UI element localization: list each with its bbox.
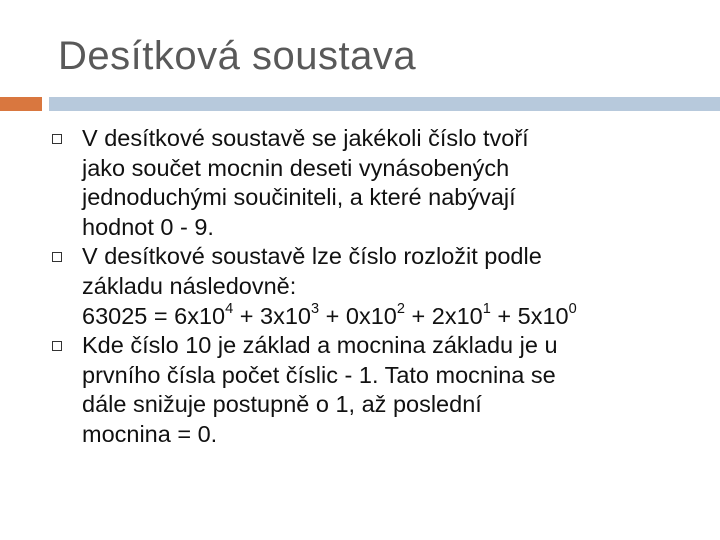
bullet-1-line-1: V desítkové soustavě se jakékoli číslo tvoří — [82, 125, 529, 151]
bullet-2-line-1: V desítkové soustavě lze číslo rozložit podle — [82, 243, 542, 270]
accent-bar-blue — [49, 97, 720, 111]
bullet-3-line-2: prvního čísla počet číslic - 1. Tato mocnina se — [82, 361, 556, 388]
equation-term-3: $0x10^2$ + — [345, 300, 432, 329]
bullet-2-line-2: základu následovně: — [82, 272, 297, 299]
bullet-1-line-4: hodnot 0 - 9. — [82, 213, 214, 240]
equation-term-1: $6x10^4$ + — [174, 300, 261, 329]
bullet-item-1 — [52, 124, 712, 242]
square-bullet-icon — [52, 252, 62, 262]
bullet-1-line-3: jednoduchými součiniteli, a které nabývají — [82, 184, 516, 211]
bullet-list — [52, 124, 712, 450]
equation-lhs: 63025 = — [82, 302, 175, 329]
equation-term-2: $3x10^3$ + — [260, 300, 346, 329]
equation-term-5: $5x10^0$ — [517, 300, 577, 329]
bullet-3-line-1: Kde číslo 10 je základ a mocnina základu je u — [82, 332, 558, 359]
accent-bar-orange — [0, 97, 42, 111]
square-bullet-icon — [52, 134, 62, 144]
square-bullet-icon — [52, 341, 62, 351]
bullet-1-line-2: jako součet mocnin deseti vynásobených — [82, 154, 510, 181]
slide-title: Desítková soustava — [58, 34, 417, 78]
decomposition-equation — [82, 302, 712, 332]
bullet-item-2 — [52, 242, 712, 331]
bullet-3-line-3: dále snižuje postupně o 1, až poslední — [82, 391, 482, 418]
bullet-item-3 — [52, 331, 712, 449]
bullet-3-line-4: mocnina = 0. — [82, 420, 218, 447]
equation-term-4: $2x10^1$ + — [431, 300, 518, 329]
